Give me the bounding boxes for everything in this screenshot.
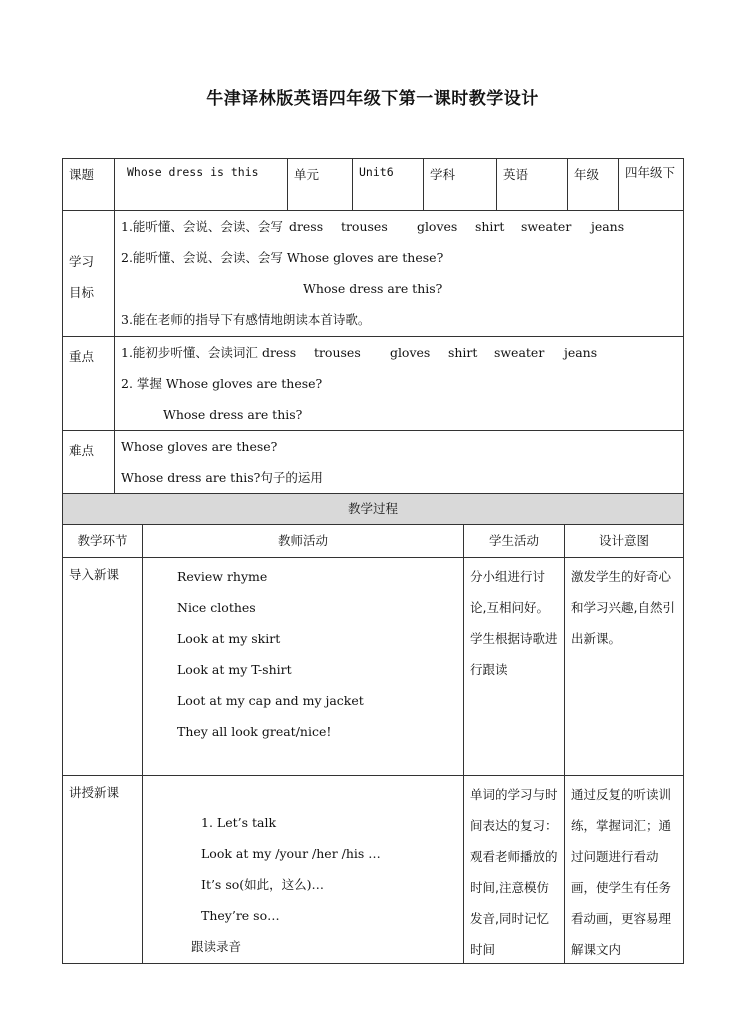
design-intent-cell bbox=[565, 776, 684, 964]
difficulties-line-1: Whose gloves are these? bbox=[121, 439, 278, 454]
student-activity-cell bbox=[464, 776, 565, 964]
key-points-line-1-prefix: 1.能初步听懂、会读词汇 bbox=[121, 345, 258, 360]
design-intent-text: 通过反复的听读训练，掌握词汇；通过问题进行看动画，使学生有任务看动画，更容易理解课文内 bbox=[571, 787, 672, 957]
key-points-line-2: 2. 掌握 Whose gloves are these? bbox=[121, 376, 323, 391]
col-intent-header: 设计意图 bbox=[565, 525, 684, 558]
stage-cell: 讲授新课 bbox=[63, 776, 143, 964]
teacher-line: Look at my skirt bbox=[177, 631, 281, 646]
teacher-line: It’s so(如此，这么)… bbox=[201, 877, 325, 892]
table-row bbox=[63, 776, 684, 964]
process-table bbox=[62, 493, 684, 964]
objectives-line-3: Whose dress are this? bbox=[303, 281, 443, 296]
topic-value: Whose dress is this bbox=[115, 159, 288, 211]
teacher-line: 跟读录音 bbox=[191, 939, 242, 954]
teacher-activity-cell bbox=[143, 558, 464, 776]
key-points-content bbox=[115, 337, 684, 431]
objectives-label-line-2: 目标 bbox=[69, 285, 95, 300]
design-intent-cell: 激发学生的好奇心和学习兴趣,自然引出新课。 bbox=[565, 558, 684, 776]
teacher-line: Nice clothes bbox=[177, 600, 256, 615]
table-row bbox=[63, 558, 684, 776]
stage-cell: 导入新课 bbox=[63, 558, 143, 776]
col-teacher-header: 教师活动 bbox=[143, 525, 464, 558]
word-gloves: gloves bbox=[389, 345, 431, 360]
word-sweater: sweater bbox=[520, 219, 572, 234]
word-dress: dress bbox=[288, 219, 324, 234]
word-trouses: trouses bbox=[340, 219, 388, 234]
word-dress: dress bbox=[261, 345, 297, 360]
word-jeans: jeans bbox=[563, 345, 598, 360]
objectives-label bbox=[63, 211, 115, 337]
difficulties-line-2: Whose dress are this?句子的运用 bbox=[121, 470, 323, 485]
student-activity-cell: 分小组进行讨论,互相问好。学生根据诗歌进行跟读 bbox=[464, 558, 565, 776]
teacher-line: Review rhyme bbox=[177, 569, 268, 584]
word-shirt: shirt bbox=[474, 219, 505, 234]
process-header: 教学过程 bbox=[63, 494, 684, 525]
unit-value: Unit6 bbox=[353, 159, 424, 211]
key-points-line-3: Whose dress are this? bbox=[163, 407, 303, 422]
teacher-line: They’re so… bbox=[201, 908, 280, 923]
document-title: 牛津译林版英语四年级下第一课时教学设计 bbox=[206, 89, 539, 109]
word-jeans: jeans bbox=[590, 219, 625, 234]
difficulties-label: 难点 bbox=[63, 431, 115, 494]
word-gloves: gloves bbox=[416, 219, 458, 234]
teacher-line: Loot at my cap and my jacket bbox=[177, 693, 364, 708]
subject-value: 英语 bbox=[497, 159, 568, 211]
info-table bbox=[62, 158, 684, 494]
objectives-line-2: 2.能听懂、会说、会读、会写 Whose gloves are these? bbox=[121, 250, 444, 265]
subject-label: 学科 bbox=[424, 159, 497, 211]
teacher-activity-cell bbox=[143, 776, 464, 964]
teacher-line: Look at my /your /her /his … bbox=[201, 846, 381, 861]
objectives-line-1-prefix: 1.能听懂、会说、会读、会写 bbox=[121, 219, 283, 234]
student-activity-text: 单词的学习与时间表达的复习：观看老师播放的时间,注意模仿发音,同时记忆时间 bbox=[470, 787, 558, 957]
col-stage-header: 教学环节 bbox=[63, 525, 143, 558]
objectives-line-4: 3.能在老师的指导下有感情地朗读本首诗歌。 bbox=[121, 312, 371, 327]
unit-label: 单元 bbox=[288, 159, 353, 211]
grade-value: 四年级下 bbox=[619, 159, 684, 211]
teacher-line: They all look great/nice! bbox=[177, 724, 332, 739]
difficulties-content bbox=[115, 431, 684, 494]
teacher-line: 1. Let’s talk bbox=[201, 815, 277, 830]
word-trouses: trouses bbox=[313, 345, 361, 360]
grade-label: 年级 bbox=[568, 159, 619, 211]
objectives-line-1 bbox=[121, 211, 677, 242]
objectives-content bbox=[115, 211, 684, 337]
key-points-label: 重点 bbox=[63, 337, 115, 431]
col-student-header: 学生活动 bbox=[464, 525, 565, 558]
word-sweater: sweater bbox=[493, 345, 545, 360]
key-points-line-1 bbox=[121, 337, 677, 368]
word-shirt: shirt bbox=[447, 345, 478, 360]
topic-label: 课题 bbox=[63, 159, 115, 211]
teacher-line: Look at my T-shirt bbox=[177, 662, 292, 677]
objectives-label-line-1: 学习 bbox=[69, 254, 95, 269]
